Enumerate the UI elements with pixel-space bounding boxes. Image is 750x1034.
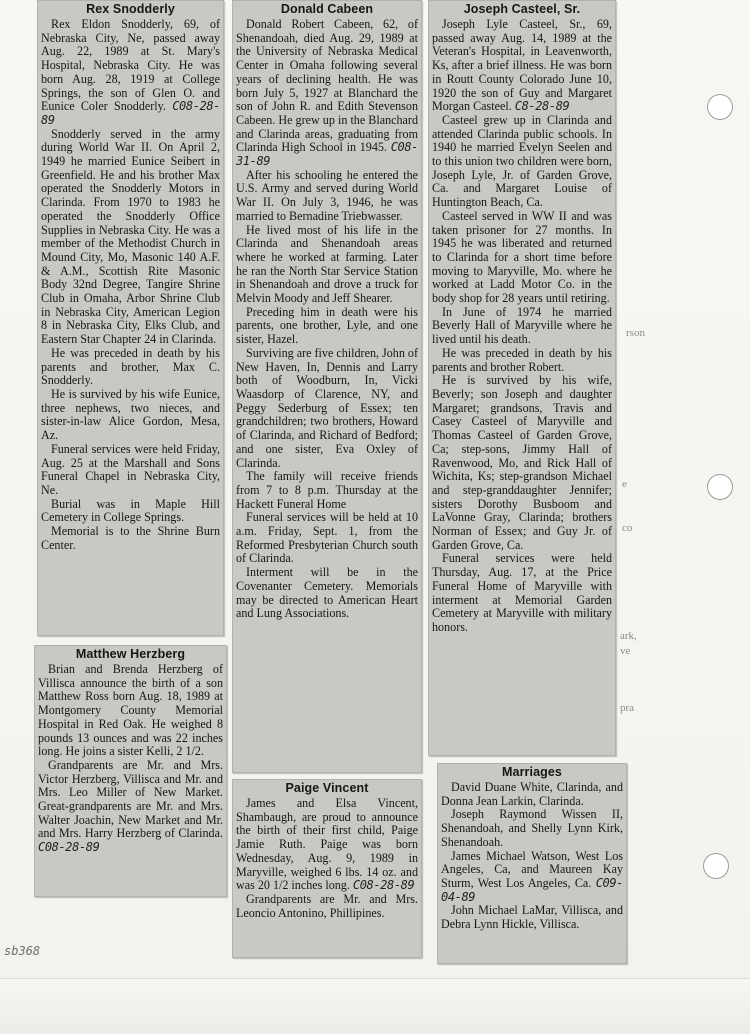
clipping-matthew-herzberg — [34, 645, 227, 897]
paragraph: After his schooling he entered the U.S. Army and served during World War II. On July 3, 1946, he was married to Bernadine Triebwasser. — [236, 167, 418, 223]
paragraph: Casteel grew up in Clarinda and attended Clarinda public schools. In 1940 he married Evelyn Seelen and to this union two children were born, Joseph Lyle, Jr. of Garden Grove, Ca. and Margaret Louise of Huntington Beach, Ca. — [432, 112, 612, 210]
handwritten-date: C8-28-89 — [514, 99, 570, 114]
clipping-title: Matthew Herzberg — [75, 647, 186, 661]
paragraph: He lived most of his life in the Clarinda and Shenandoah areas where he worked at farming. Later he ran the North Star Service Station in Shenandoah and drove a truck for Melvin Moody and Jeff Shearer. — [236, 222, 418, 306]
paragraph: Funeral services will be held at 10 a.m. Friday, Sept. 1, from the Reformed Presbyterian Church south of Clarinda. — [236, 510, 418, 566]
clipping-title: Joseph Casteel, Sr. — [463, 2, 581, 16]
handwritten-date: C08-31-89 — [236, 140, 418, 169]
paragraph: Grandparents are Mr. and Mrs. Victor Herzberg, Villisca and Mr. and Mrs. Leo Miller of New Market. Great-grandparents are Mr. and Mrs. Walter Joachin, New Market and Mr. and Mrs. Harry Herzberg of Clarinda. C08-28-89 — [38, 757, 223, 855]
clipping-title: Donald Cabeen — [280, 2, 374, 16]
paragraph: He was preceded in death by his parents and brother Robert. — [432, 345, 612, 374]
paragraph: In June of 1974 he married Beverly Hall of Maryville where he lived until his death. — [432, 304, 612, 347]
paragraph: Interment will be in the Covenanter Cemetery. Memorials may be directed to American Heart and Lung Associations. — [236, 565, 418, 621]
handwritten-date: C09-04-89 — [441, 875, 623, 904]
paragraph: The family will receive friends from 7 to 8 p.m. Thursday at the Hackett Funeral Home — [236, 469, 418, 511]
clipping-marriages — [437, 763, 627, 964]
paragraph: David Duane White, Clarinda, and Donna Jean Larkin, Clarinda. — [441, 780, 623, 808]
paragraph: Brian and Brenda Herzberg of Villisca announce the birth of a son Matthew Ross born Aug. 18, 1989 at Montgomery County Memorial Hospital in Red Oak. He weighed 8 pounds 13 ounces and was 22 inches long. He joins a sister Kelli, 2 1/2. — [38, 662, 223, 759]
punch-hole-icon — [707, 94, 733, 120]
margin-bleed-text: pra — [620, 702, 635, 714]
clipping-joseph-casteel — [428, 0, 616, 756]
paragraph: John Michael LaMar, Villisca, and Debra Lynn Hickle, Villisca. — [441, 903, 623, 932]
paragraph: He is survived by his wife, Beverly; son Joseph and daughter Margaret; grandsons, Travis and Casey Casteel of Maryville and Thomas Casteel of Garden Grove, Ca; step-sons, Jimmy Hall of Ravenwood, Mo, and Rick Hall of Wichita, Ks; step-grandson Michael and step-granddaughter Jennifer; sisters Dorothy Busboom and LaVonne Gray, Clarinda; brothers Norman of Essex; and Guy Jr. of Garden Grove, Ca. — [432, 373, 612, 552]
scan-bottom-edge — [0, 978, 750, 1034]
paragraph: Joseph Raymond Wissen II, Shenandoah, and Shelly Lynn Kirk, Shenandoah. — [441, 807, 623, 849]
handwritten-date: C08-28-89 — [352, 878, 415, 893]
margin-bleed-text: ve — [620, 645, 631, 657]
handwritten-date: C08-28-89 — [41, 99, 220, 127]
paragraph: Burial was in Maple Hill Cemetery in College Springs. — [41, 496, 220, 525]
page-reference: sb368 — [4, 944, 41, 958]
clipping-title: Marriages — [502, 765, 562, 779]
margin-bleed-text: e — [622, 478, 627, 490]
margin-bleed-text: co — [622, 522, 633, 534]
punch-hole-icon — [707, 474, 733, 500]
punch-hole-icon — [703, 853, 729, 879]
clipping-title: Paige Vincent — [285, 781, 369, 795]
margin-bleed-text: rson — [626, 327, 645, 339]
paragraph: Funeral services were held Friday, Aug. 25 at the Marshall and Sons Funeral Chapel in Nebraska City, Ne. — [41, 441, 220, 497]
paragraph: Surviving are five children, John of New Haven, In, Dennis and Larry both of Woodburn, In, Vicki Waasdorp of Clarence, NY, and Peggy Sederburg of Essex; ten grandchildren; two brothers, Howard of Clarinda, and Richard of Bedford; and one sister, Eva Oxley of Clarinda. — [236, 345, 418, 470]
paragraph: James and Elsa Vincent, Shambaugh, are proud to announce the birth of their first child, Paige Jamie Ruth. Paige was born Wednesday, Aug. 9, 1989 in Maryville, weighed 6 lbs. 14 oz. and was 20 1/2 inches long. C08-28-89 — [236, 796, 418, 893]
clipping-rex-snodderly — [37, 0, 224, 636]
paragraph: James Michael Watson, West Los Angeles, Ca, and Maureen Kay Sturm, West Los Angeles, Ca. C09-04-89 — [441, 848, 623, 904]
handwritten-date: C08-28-89 — [38, 840, 100, 855]
clipping-paige-vincent — [232, 779, 422, 958]
paragraph: He was preceded in death by his parents and brother, Max C. Snodderly. — [41, 345, 220, 388]
paragraph: Donald Robert Cabeen, 62, of Shenandoah, died Aug. 29, 1989 at the University of Nebraska Medical Center in Omaha following several years of declining health. He was born July 5, 1927 at Blanchard the son of John R. and Edith Stevenson Cabeen. He grew up in the Blanchard and Clarinda areas, graduating from Clarinda High School in 1945. C08-31-89 — [236, 17, 418, 169]
paragraph: Casteel served in WW II and was taken prisoner for 27 months. In 1945 he was liberated and returned to Clarinda for a short time before moving to Maryville, Mo. where he worked at Ladd Motor Co. in the body shop for 28 years until retiring. — [432, 208, 612, 306]
paragraph: Rex Eldon Snodderly, 69, of Nebraska City, Ne, passed away Aug. 22, 1989 at St. Mary's Hospital, Nebraska City. He was born Aug. 28, 1919 at College Springs, the son of Glen O. and Eunice Coler Snodderly. C08-28-89 — [41, 17, 220, 127]
paragraph: Memorial is to the Shrine Burn Center. — [41, 524, 220, 552]
paragraph: Snodderly served in the army during World War II. On April 2, 1949 he married Eunice Seibert in Greenfield. He and his brother Max operated the Snodderly Motors in Clarinda. From 1970 to 1983 he operated the Snodderly Office Supplies in Nebraska City. He was a member of the Methodist Church in Mound City, Mo, Masonic 140 A.F. & A.M., Scottish Rite Masonic Body 32nd Degree, Tangire Shrine Club in Omaha, Arbor Shrine Club in Nebraska City, American Legion 8 in Nebraska City, Elks Club, and Eastern Star Chapter 24 in Clarinda. — [41, 126, 220, 347]
clipping-title: Rex Snodderly — [86, 2, 175, 16]
paragraph: He is survived by his wife Eunice, three nephews, two nieces, and sister-in-law Alice Gordon, Mesa, Az. — [41, 386, 220, 443]
clipping-donald-cabeen — [232, 0, 422, 773]
margin-bleed-text: ark, — [620, 630, 637, 642]
paragraph: Funeral services were held Thursday, Aug. 17, at the Price Funeral Home of Maryville with interment at Memorial Garden Cemetery at Maryville with military honors. — [432, 551, 612, 634]
paragraph: Grandparents are Mr. and Mrs. Leoncio Antonino, Phillipines. — [236, 891, 418, 920]
paragraph: Joseph Lyle Casteel, Sr., 69, passed away Aug. 14, 1989 at the Veteran's Hospital, in Leavenworth, Ks, after a brief illness. He was born in Routt County Colorado June 10, 1920 the son of Guy and Margaret Morgan Casteel. C8-28-89 — [432, 17, 612, 114]
paragraph: Preceding him in death were his parents, one brother, Lyle, and one sister, Hazel. — [236, 304, 418, 347]
